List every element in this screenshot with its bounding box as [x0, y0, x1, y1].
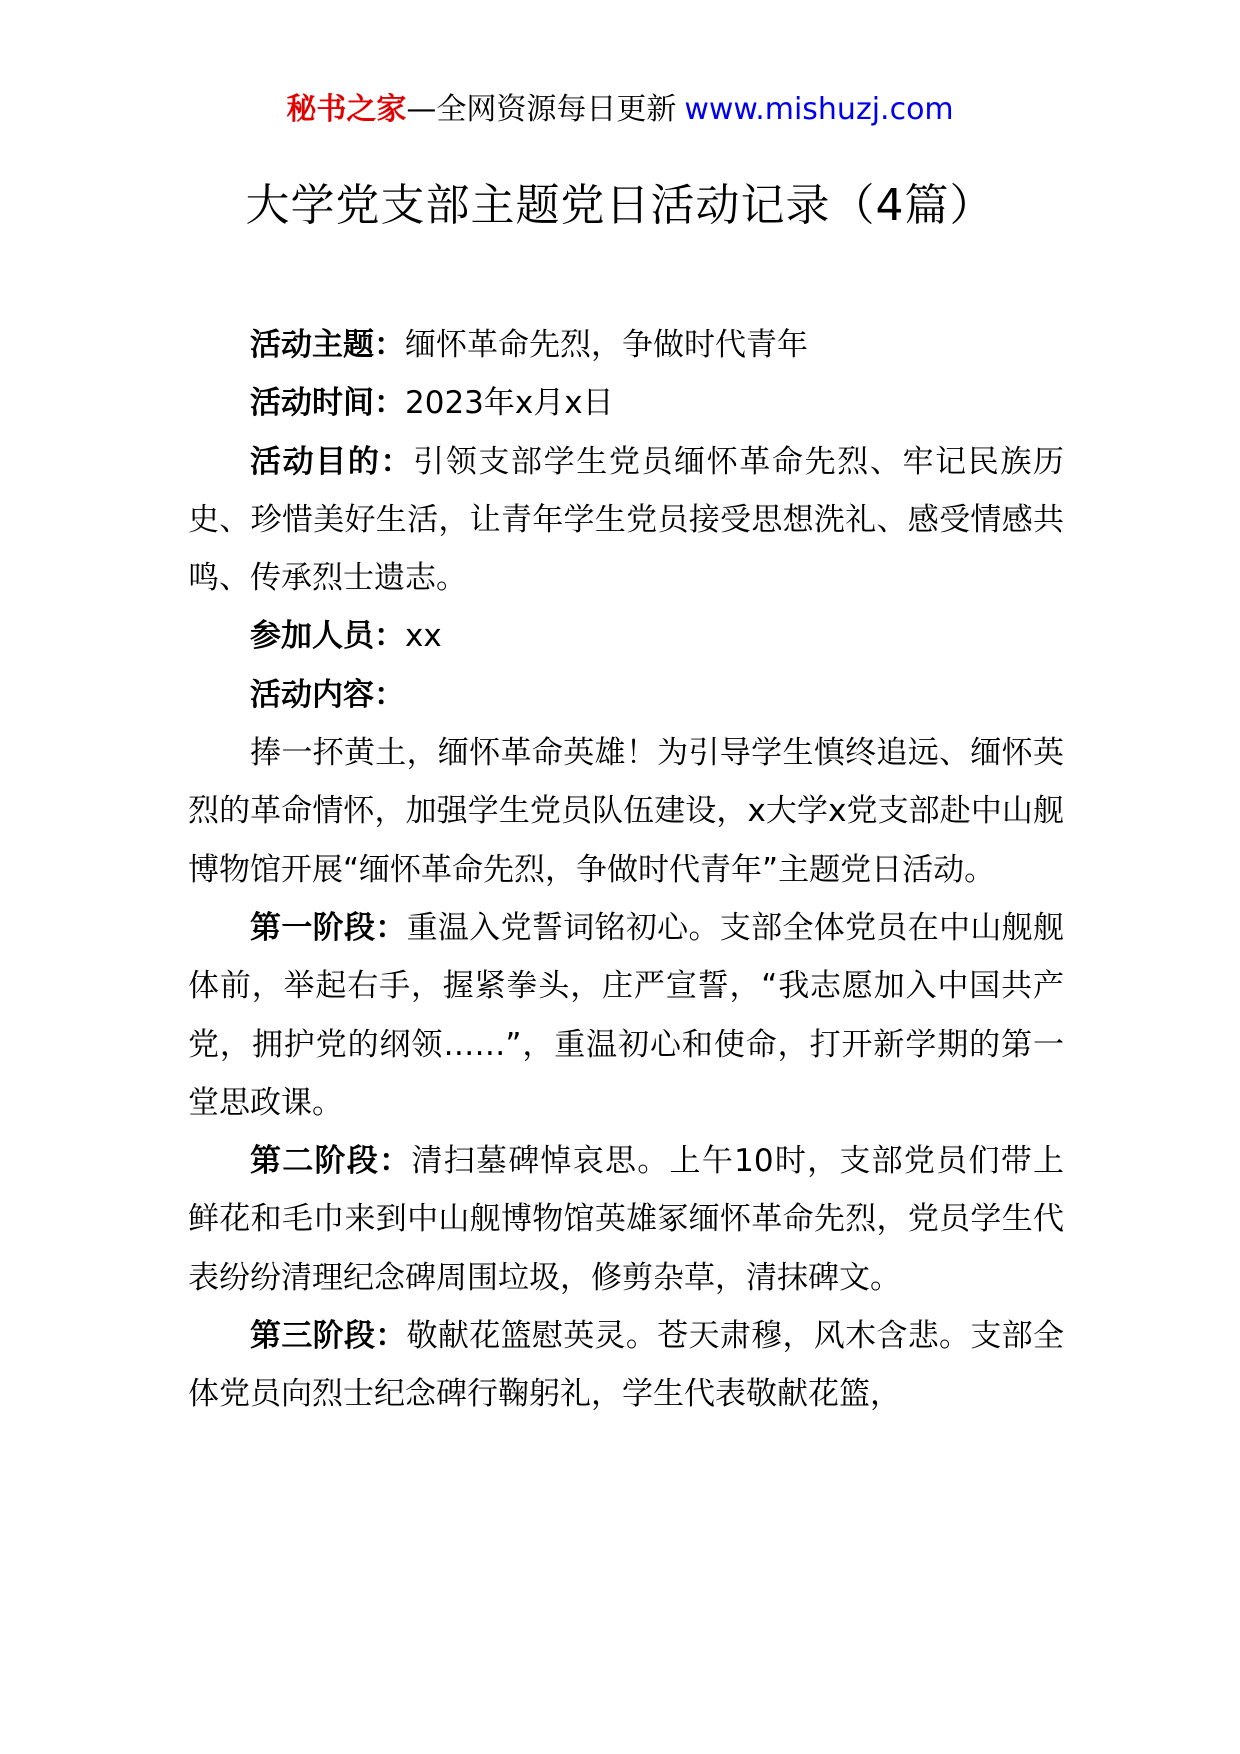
- field-theme: [188, 316, 1064, 374]
- field-time-value: 2023年x月x日: [405, 385, 614, 422]
- field-participants: [188, 607, 1064, 665]
- field-purpose-value: 引领支部学生党员缅怀革命先烈、牢记民族历史、珍惜美好生活，让青年学生党员接受思想洗礼、感受情感共鸣、传承烈士遗志。: [188, 443, 1064, 597]
- header-tagline: —全网资源每日更新: [406, 92, 677, 127]
- stage1-label: 第一阶段：: [250, 909, 407, 946]
- field-content-label: 活动内容：: [250, 676, 405, 713]
- field-purpose-label: 活动目的：: [250, 443, 414, 480]
- document-body: [188, 316, 1064, 1424]
- field-participants-label: 参加人员：: [250, 618, 405, 655]
- field-participants-value: xx: [405, 618, 442, 655]
- field-theme-label: 活动主题：: [250, 327, 405, 363]
- field-time: [188, 374, 1064, 432]
- site-header: [0, 88, 1240, 132]
- stage2-label: 第二阶段：: [250, 1143, 412, 1180]
- field-time-label: 活动时间：: [250, 385, 405, 422]
- field-purpose: [188, 433, 1064, 608]
- stage3-label: 第三阶段：: [250, 1318, 407, 1355]
- document-title: 大学党支部主题党日活动记录（4篇）: [245, 180, 995, 231]
- stage1-text: 重温入党誓词铭初心。支部全体党员在中山舰舰体前，举起右手，握紧拳头，庄严宣誓，“我志愿加入中国共产党，拥护党的纲领……”，重温初心和使命，打开新学期的第一堂思政课。: [188, 909, 1065, 1121]
- stage1-paragraph: [188, 899, 1064, 1132]
- brand-name: 秘书之家: [286, 92, 407, 127]
- stage3-paragraph: [188, 1307, 1064, 1424]
- stage2-text: 清扫墓碑悼哀思。上午10时，支部党员们带上鲜花和毛巾来到中山舰博物馆英雄冢缅怀革命先烈，党员学生代表纷纷清理纪念碑周围垃圾，修剪杂草，清抹碑文。: [188, 1143, 1065, 1296]
- stage3-text: 敬献花篮慰英灵。苍天肃穆，风木含悲。支部全体党员向烈士纪念碑行鞠躬礼，学生代表敬献花篮，: [188, 1318, 1065, 1413]
- intro-paragraph: 捧一抔黄土，缅怀革命英雄！为引导学生慎终追远、缅怀英烈的革命情怀，加强学生党员队伍建设，x大学x党支部赴中山舰博物馆开展“缅怀革命先烈，争做时代青年”主题党日活动。: [188, 735, 1064, 888]
- stage2-paragraph: [188, 1132, 1064, 1307]
- field-theme-value: 缅怀革命先烈，争做时代青年: [405, 327, 808, 363]
- site-url-link[interactable]: www.mishuzj.com: [684, 92, 954, 127]
- field-content: [188, 666, 1064, 724]
